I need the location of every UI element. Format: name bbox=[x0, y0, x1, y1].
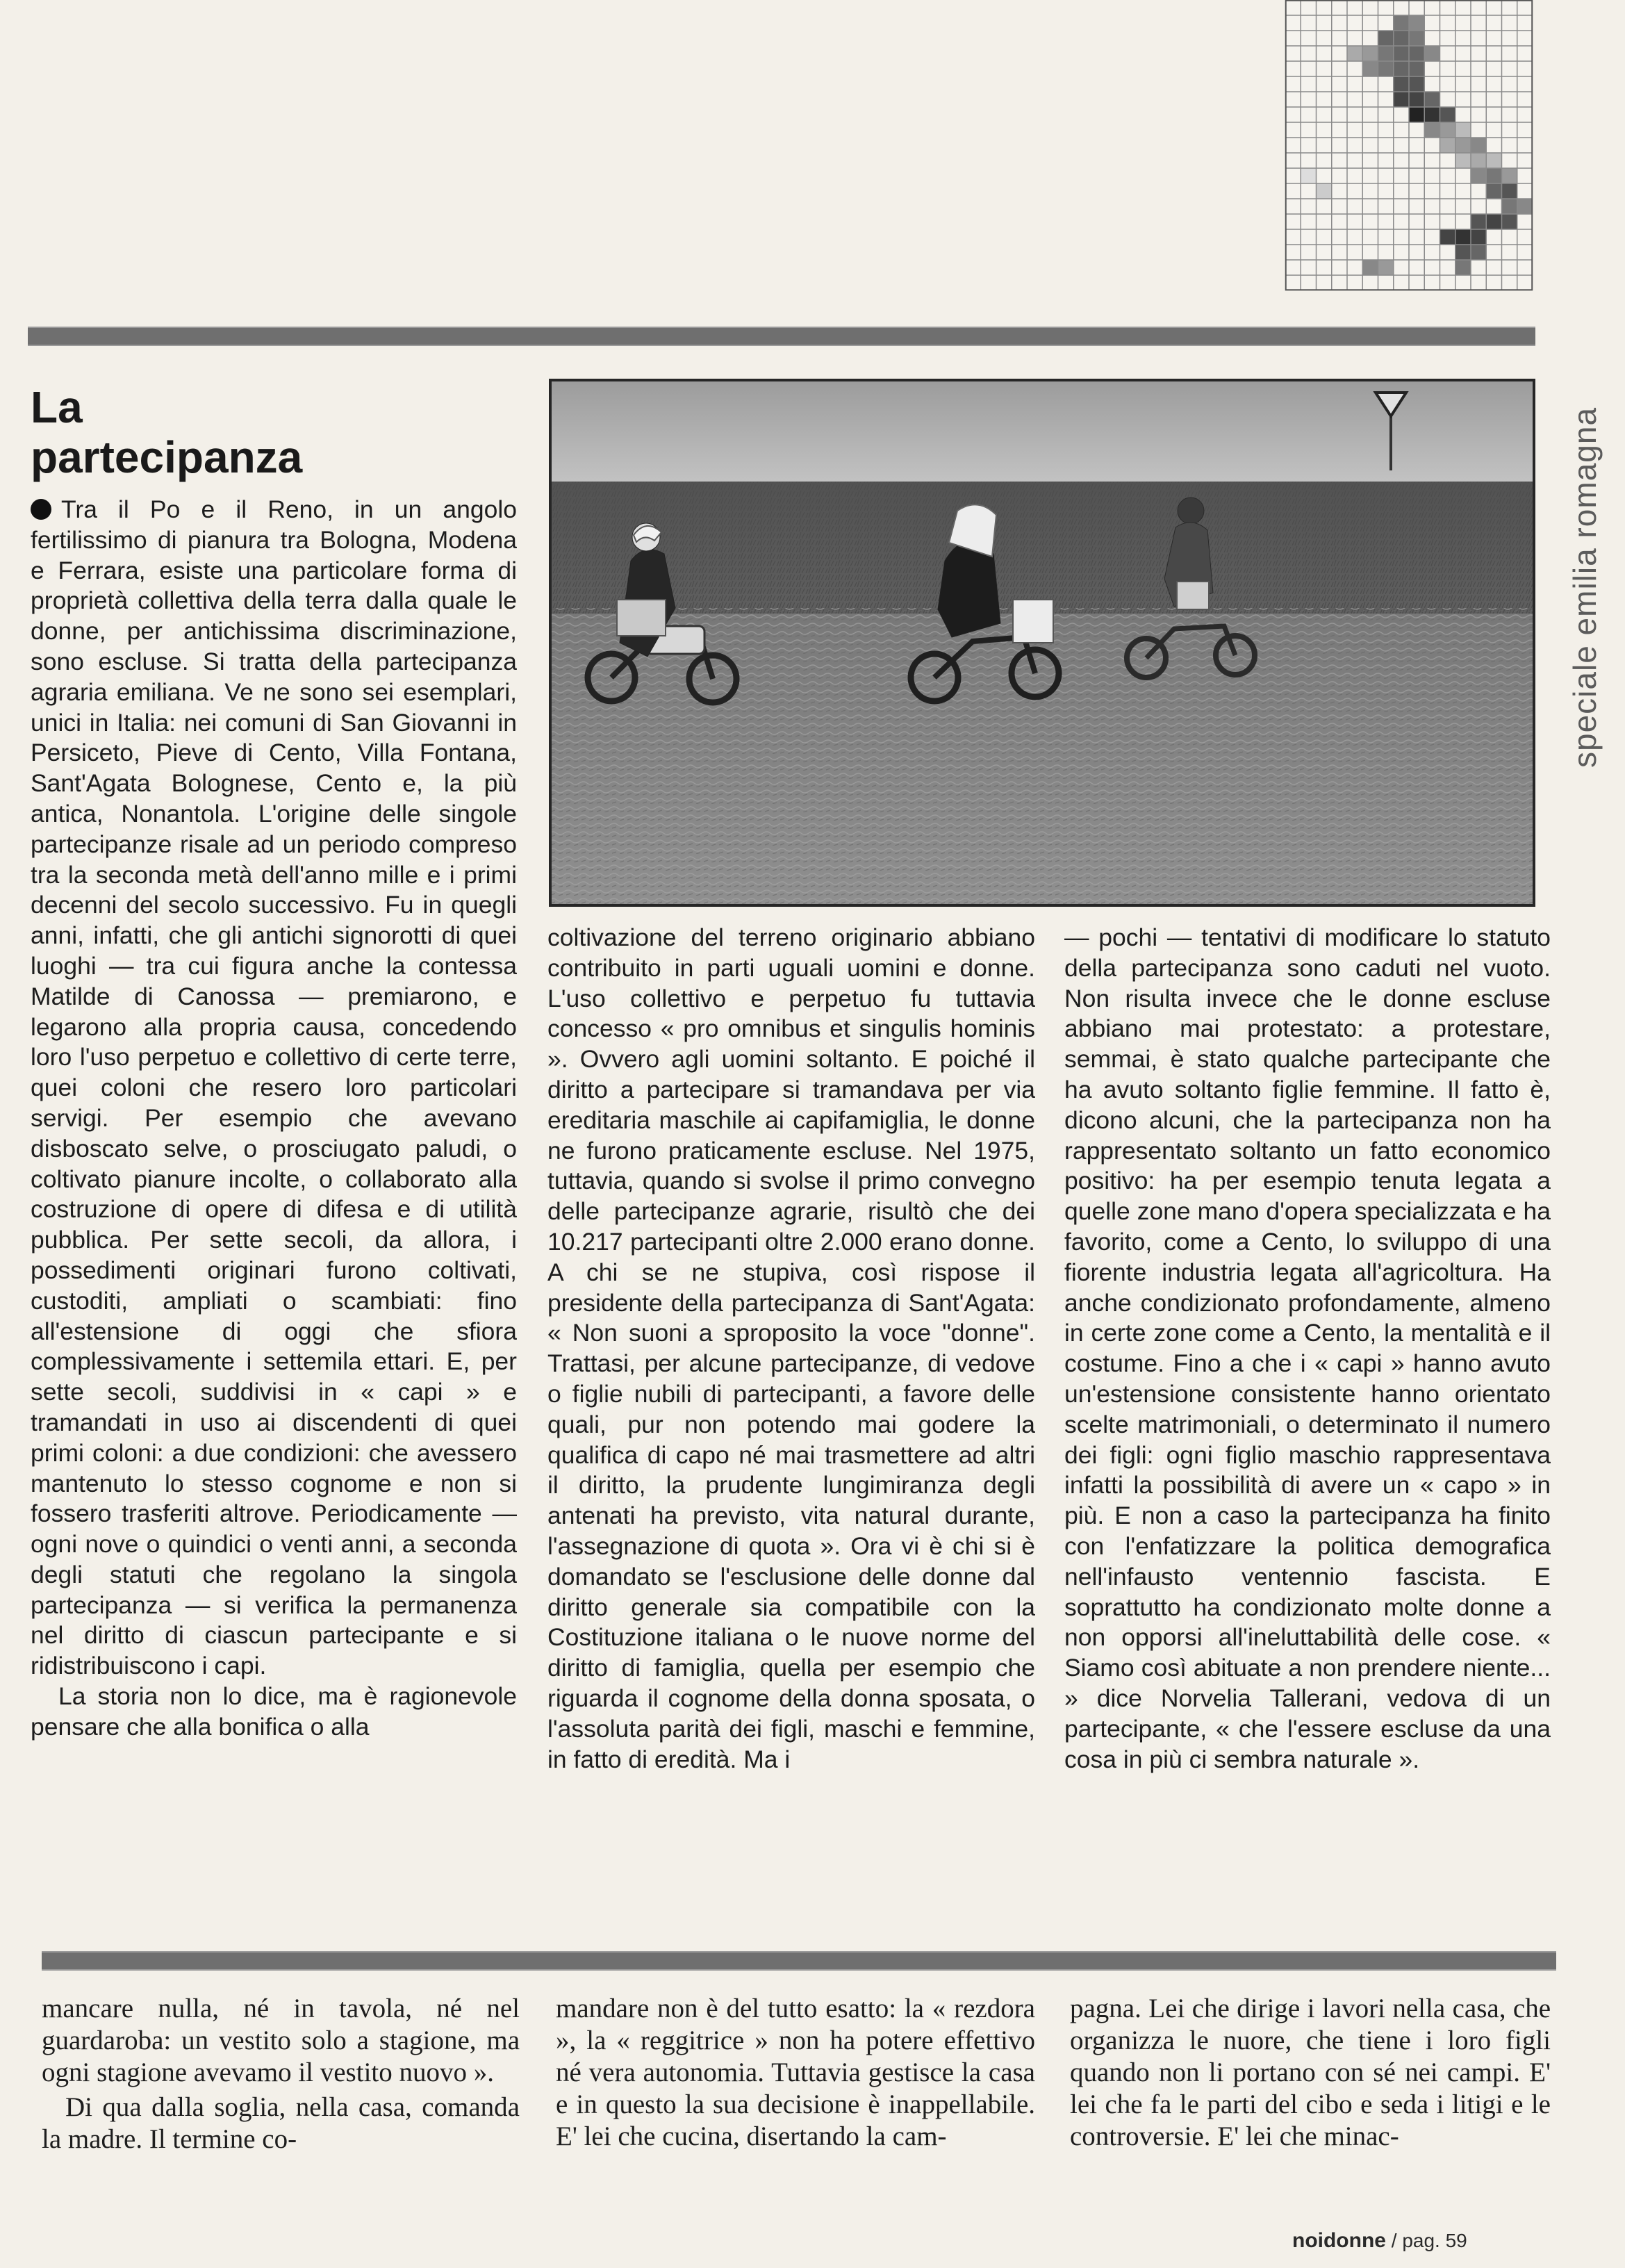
title-line-2: partecipanza bbox=[31, 432, 303, 482]
grid-map-cell bbox=[1394, 46, 1409, 61]
page-footer bbox=[1292, 2229, 1556, 2253]
article-paragraph: La storia non lo dice, ma è ragionevole pensare che alla bonifica o alla bbox=[31, 1682, 517, 1741]
grid-map-cell bbox=[1502, 168, 1517, 183]
grid-map-cell bbox=[1471, 138, 1486, 153]
article-text: Tra il Po e il Reno, in un angolo fertilissimo di pianura tra Bologna, Modena e Ferrara, esiste una particolare forma di proprietà collettiva della terra dalla quale le donne, per antichissima discriminazione, sono escluse. Si tratta della partecipanza agraria emiliana. Ve ne sono sei esemplari, unici in Italia: nei comuni di San Giovanni in Persiceto, Pieve di Cento, Villa Fontana, Sant'Agata Bolognese, Cento e, la più antica, Nonantola. L'origine delle singole partecipanze risale ad un periodo compreso tra la seconda metà dell'anno mille e i primi decenni del secolo successivo. Fu in quegli anni, infatti, che gli antichi signorotti di quei luoghi — tra cui figura anche la contessa Matilde di Canossa — premiarono, e legarono alla propria causa, concedendo loro l'uso perpetuo e collettivo di certe terre, quei coloni che resero loro particolari servigi. Per esempio che avevano disboscato selve, o prosciugato paludi, o coltivato pianure incolte, o collaborato alla costruzione di opere di difesa e di utilità pubblica. Per sette secoli, da allora, i possedimenti originari furono coltivati, custoditi, ampliati o scambiati: fino all'estensione di oggi che sfiora complessivamente i settemila ettari. E, per sette secoli, suddivisi in « capi » e tramandati in uso ai discendenti di quei primi coloni: a due condizioni: che avessero mantenuto lo stesso cognome e non si fossero trasferiti altrove. Periodicamente — ogni nove o quindici o venti anni, a seconda degli statuti che regolano la singola partecipanza — si verifica la permanenza nel diritto di ciascun partecipante e si ridistribuiscono i capi. bbox=[31, 495, 517, 1680]
grid-map-cell bbox=[1455, 138, 1471, 153]
continuation-paragraph: mancare nulla, né in tavola, né nel guardaroba: un vestito solo a stagione, ma ogni stagione avevamo il vestito nuovo ». bbox=[42, 1994, 520, 2087]
title-line-1: La bbox=[31, 382, 83, 432]
article-paragraph bbox=[31, 495, 517, 1682]
grid-map-cell bbox=[1502, 199, 1517, 214]
continuation-column-2 bbox=[556, 1993, 1035, 2153]
grid-map-cell bbox=[1471, 245, 1486, 260]
page-number: pag. 59 bbox=[1402, 2230, 1467, 2251]
grid-map-cell bbox=[1409, 76, 1424, 92]
article-column-3 bbox=[1064, 923, 1551, 1775]
bullet-icon bbox=[31, 499, 51, 520]
grid-map-cell bbox=[1440, 138, 1455, 153]
grid-map-cell bbox=[1471, 214, 1486, 229]
grid-map-cell bbox=[1409, 61, 1424, 76]
grid-map-cell bbox=[1424, 46, 1440, 61]
grid-map-cell bbox=[1440, 107, 1455, 122]
continuation-paragraph: Di qua dalla soglia, nella casa, comanda la madre. Il termine co- bbox=[42, 2092, 520, 2154]
grid-map-cell bbox=[1486, 214, 1501, 229]
grid-map-cell bbox=[1378, 46, 1394, 61]
grid-map-cell bbox=[1455, 122, 1471, 138]
grid-map-cell bbox=[1440, 122, 1455, 138]
grid-map-cell bbox=[1424, 92, 1440, 107]
grid-map-cell bbox=[1301, 168, 1316, 183]
grid-map-cell bbox=[1517, 199, 1533, 214]
bottom-divider bbox=[42, 1951, 1556, 1971]
grid-map-cell bbox=[1409, 92, 1424, 107]
grid-map-cell bbox=[1394, 61, 1409, 76]
grid-map-cell bbox=[1486, 183, 1501, 199]
italy-grid-map-icon bbox=[1285, 0, 1533, 290]
grid-map-cell bbox=[1394, 15, 1409, 31]
grid-map-cell bbox=[1394, 92, 1409, 107]
grid-map-cell bbox=[1409, 107, 1424, 122]
top-divider bbox=[28, 327, 1535, 346]
grid-map-cell bbox=[1502, 183, 1517, 199]
photo-women-on-mopeds-icon bbox=[549, 379, 1535, 907]
grid-map-cell bbox=[1378, 61, 1394, 76]
article-column-1 bbox=[31, 495, 517, 1743]
continuation-column-3 bbox=[1070, 1993, 1551, 2151]
grid-map-cell bbox=[1347, 46, 1362, 61]
page-title bbox=[31, 382, 531, 482]
grid-map-cell bbox=[1471, 153, 1486, 168]
grid-map-cell bbox=[1409, 15, 1424, 31]
grid-map-cell bbox=[1486, 168, 1501, 183]
grid-map-cell bbox=[1424, 107, 1440, 122]
article-column-2 bbox=[547, 923, 1035, 1775]
article-paragraph: — pochi — tentativi di modificare lo statuto della partecipanza sono caduti nel vuoto. Non risulta invece che le donne escluse abbiano mai protestato: a protestare, semmai, è stato qualche partecipante che ha avuto soltanto figlie femmine. Il fatto è, dicono alcuni, che la partecipanza non ha rappresentato soltanto un fatto economico positivo: ha per esempio tenuta legata a quelle zone mano d'opera specializzata e ha favorito, come a Cento, lo sviluppo di una fiorente industria legata all'agricoltura. Ha anche condizionato profondamente, almeno in certe zone come a Cento, la mentalità e il costume. Fino a che i « capi » hanno avuto un'estensione consistente hanno orientato scelte matrimoniali, o determinato il numero dei figli: ogni figlio maschio rappresentava infatti la possibilità di avere un « capo » in più. E non a caso la partecipanza ha finito con l'enfatizzare la politica demografica nell'infausto ventennio fascista. E soprattutto ha condizionato molte donne a non opporsi all'ineluttabilità delle cose. « Siamo così abituate a non prendere niente... » dice Norvelia Tallerani, vedova di un partecipante, « che l'essere escluse da una cosa in più ci sembra naturale ». bbox=[1064, 923, 1551, 1773]
grid-map-cell bbox=[1455, 229, 1471, 245]
grid-map-cell bbox=[1486, 153, 1501, 168]
section-label-text: speciale emilia romagna bbox=[1567, 406, 1603, 768]
grid-map-cell bbox=[1440, 229, 1455, 245]
magazine-name: noidonne bbox=[1292, 2229, 1386, 2252]
continuation-paragraph: mandare non è del tutto esatto: la « rezdora », la « reggitrice » non ha potere effettivo né vera autonomia. Tuttavia gestisce la casa e in questo la sua decisione è inappellabile. E' lei che cucina, disertando la cam- bbox=[556, 1994, 1035, 2151]
section-label bbox=[1562, 368, 1603, 771]
footer-separator: / bbox=[1391, 2230, 1397, 2251]
grid-map-cell bbox=[1409, 46, 1424, 61]
grid-map-cell bbox=[1394, 76, 1409, 92]
grid-map-cell bbox=[1362, 61, 1378, 76]
grid-map-cell bbox=[1317, 183, 1332, 199]
grid-map-cell bbox=[1362, 260, 1378, 275]
grid-map-cell bbox=[1455, 153, 1471, 168]
grid-map-cell bbox=[1502, 214, 1517, 229]
continuation-column-1 bbox=[42, 1993, 520, 2155]
grid-map-cell bbox=[1455, 260, 1471, 275]
grid-map-cell bbox=[1362, 46, 1378, 61]
grid-map-cell bbox=[1409, 31, 1424, 46]
grid-map-cell bbox=[1378, 31, 1394, 46]
grid-map-cell bbox=[1471, 229, 1486, 245]
article-paragraph: coltivazione del terreno originario abbiano contribuito in parti uguali uomini e donne. L'uso collettivo e perpetuo fu tuttavia concesso « pro omnibus et singulis hominis ». Ovvero agli uomini soltanto. E poiché il diritto a partecipare si tramandava per via ereditaria maschile ai capifamiglia, le donne ne furono praticamente escluse. Nel 1975, tuttavia, quando si svolse il primo convegno delle partecipanze agrarie, risultò che dei 10.217 partecipanti oltre 2.000 erano donne. A chi se ne stupiva, così rispose il presidente della partecipanza di Sant'Agata: « Non suoni a sproposito la voce "donne". Trattasi, per alcune partecipanze, di vedove o figlie nubili di partecipanti, a favore delle quali, pur non potendo mai godere la qualifica di capo né mai trasmettere ad altri il diritto, la prudente lungimiranza degli antenati ha previsto, vita natural durante, l'assegnazione di quota ». Ora vi è chi si è domandato se l'esclusione delle donne dal diritto generale sia compatibile con la Costituzione italiana o le nuove norme del diritto di famiglia, quella per esempio che riguarda il cognome della donna sposata, o l'assoluta parità dei figli, maschi e femmine, in fatto di eredità. Ma i bbox=[547, 923, 1035, 1773]
grid-map-cell bbox=[1378, 260, 1394, 275]
grid-map-cell bbox=[1394, 31, 1409, 46]
continuation-paragraph: pagna. Lei che dirige i lavori nella casa, che organizza le nuore, che tiene i loro figli quando non li portano con sé nei campi. E' lei che fa le parti del cibo e seda i litigi e le controversie. E' lei che minac- bbox=[1070, 1994, 1551, 2151]
grid-map-cell bbox=[1471, 168, 1486, 183]
grid-map-cell bbox=[1424, 122, 1440, 138]
grid-map-cell bbox=[1455, 245, 1471, 260]
